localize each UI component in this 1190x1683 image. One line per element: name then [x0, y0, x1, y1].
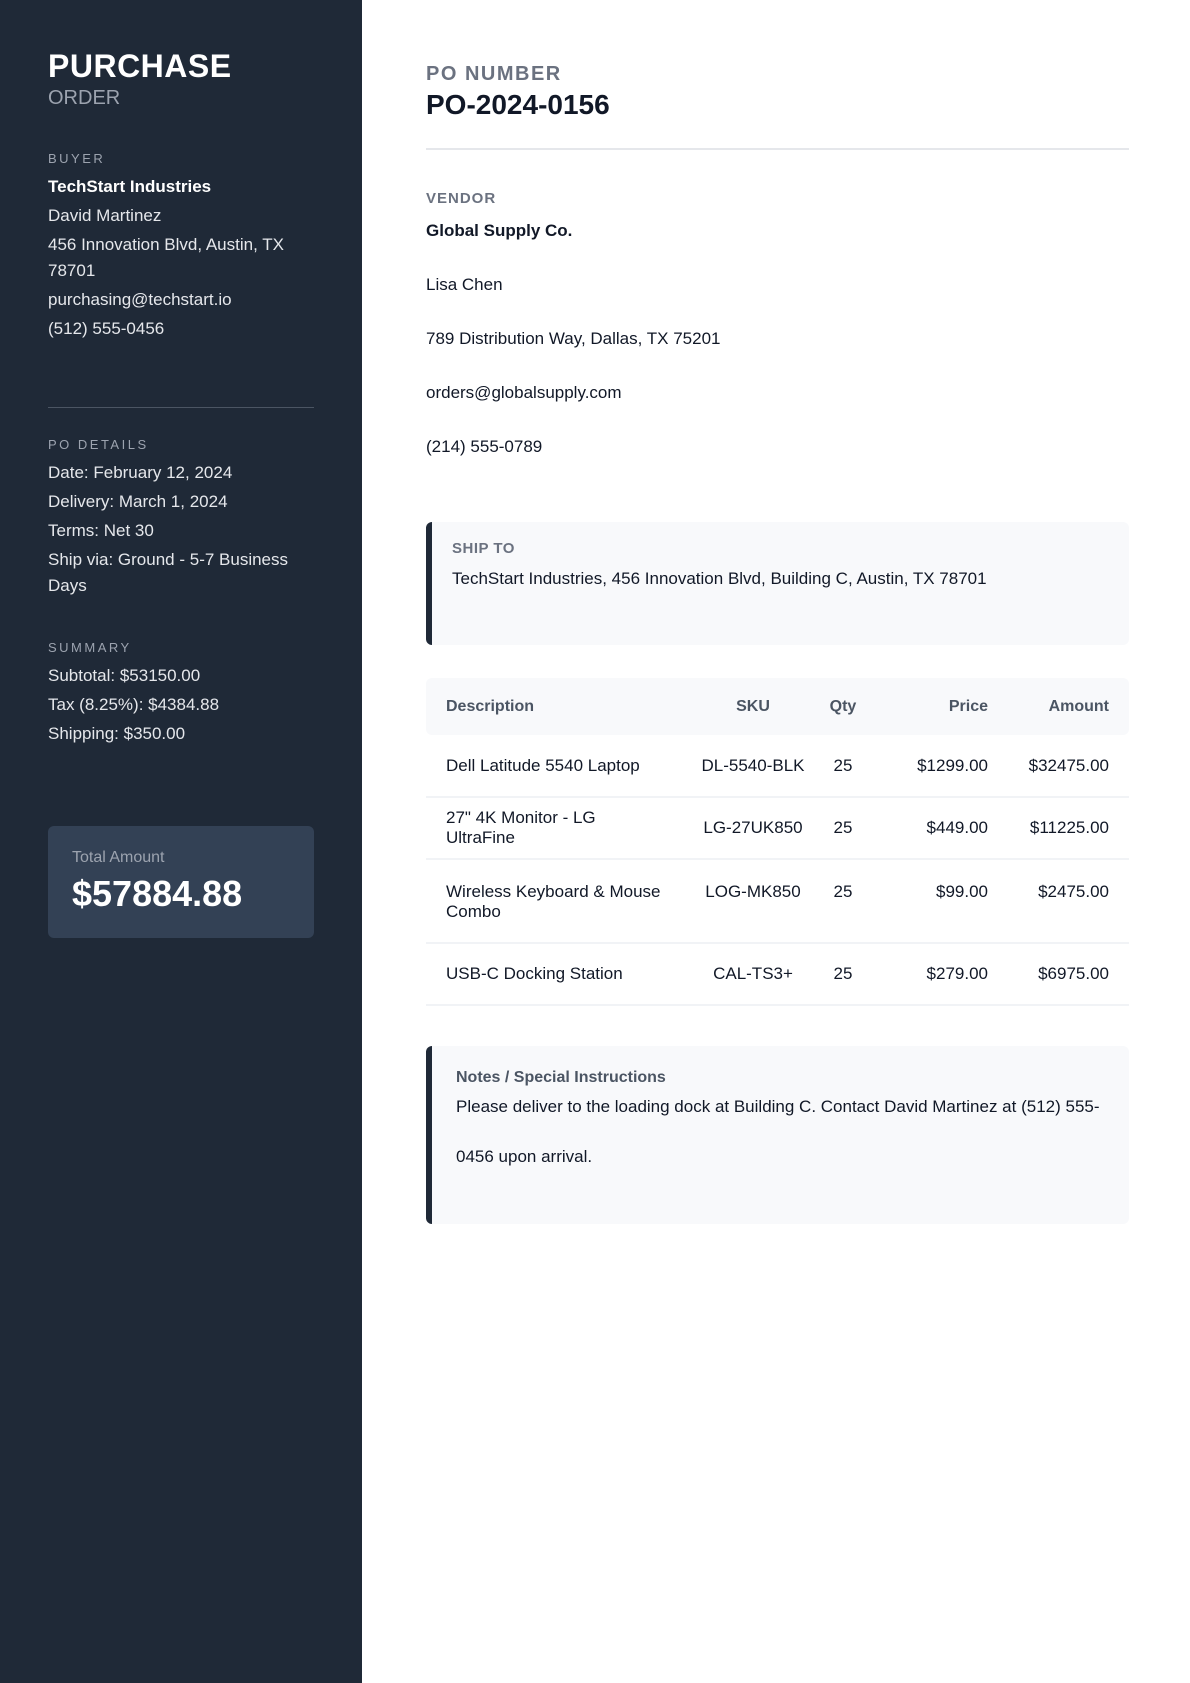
summary-label: SUMMARY [48, 640, 132, 655]
main-content [362, 0, 1190, 1683]
total-amount-card [48, 826, 314, 938]
po-number: PO-2024-0156 [426, 89, 610, 120]
po-details-section [48, 437, 314, 599]
summary-subtotal: Subtotal: $53150.00 [48, 666, 201, 685]
cell-amount: $32475.00 [1008, 735, 1129, 797]
cell-sku: LG-27UK850 [688, 797, 818, 859]
notes-panel [426, 1046, 1129, 1224]
buyer-phone: (512) 555-0456 [48, 319, 165, 338]
po-delivery: Delivery: March 1, 2024 [48, 492, 228, 511]
sidebar-divider [48, 407, 314, 408]
table-row [426, 859, 1129, 943]
ship-to-panel [426, 522, 1129, 645]
header-amount: Amount [1048, 697, 1109, 715]
buyer-label: BUYER [48, 151, 106, 166]
cell-price: $1299.00 [868, 735, 1008, 797]
vendor-label: VENDOR [426, 190, 497, 207]
ship-to-address: TechStart Industries, 456 Innovation Blvd, Building C, Austin, TX 78701 [452, 569, 987, 588]
cell-description: Dell Latitude 5540 Laptop [426, 735, 688, 797]
header-price: Price [948, 697, 988, 715]
vendor-section [426, 190, 1129, 458]
cell-qty: 25 [818, 943, 868, 1005]
total-value: $57884.88 [72, 873, 243, 914]
buyer-contact: David Martinez [48, 206, 162, 225]
buyer-address: 456 Innovation Blvd, Austin, TX 78701 [48, 235, 284, 280]
vendor-email: orders@globalsupply.com [426, 383, 622, 402]
notes-text: Please deliver to the loading dock at Building C. Contact David Martinez at (512) 555-0456 upon arrival. [456, 1097, 1100, 1166]
summary-tax: Tax (8.25%): $4384.88 [48, 695, 220, 714]
notes-label: Notes / Special Instructions [456, 1069, 666, 1086]
po-date: Date: February 12, 2024 [48, 463, 233, 482]
cell-sku: CAL-TS3+ [688, 943, 818, 1005]
table-row [426, 943, 1129, 1005]
cell-qty: 25 [818, 797, 868, 859]
header-divider [426, 148, 1129, 150]
cell-qty: 25 [818, 859, 868, 943]
po-details-label: PO DETAILS [48, 437, 149, 452]
vendor-phone: (214) 555-0789 [426, 437, 543, 456]
buyer-email: purchasing@techstart.io [48, 290, 232, 309]
total-label: Total Amount [72, 849, 165, 866]
po-number-label: PO NUMBER [426, 63, 562, 85]
vendor-contact: Lisa Chen [426, 275, 503, 294]
sidebar [0, 0, 362, 1683]
po-terms: Terms: Net 30 [48, 521, 154, 540]
table-row [426, 735, 1129, 797]
buyer-company: TechStart Industries [48, 177, 212, 196]
table-row [426, 797, 1129, 859]
cell-description: USB-C Docking Station [426, 943, 688, 1005]
cell-sku: LOG-MK850 [688, 859, 818, 943]
vendor-name: Global Supply Co. [426, 221, 573, 240]
header-qty: Qty [829, 697, 857, 715]
cell-amount: $2475.00 [1008, 859, 1129, 943]
po-ship-via: Ship via: Ground - 5-7 Business Days [48, 550, 289, 595]
cell-description: Wireless Keyboard & Mouse Combo [426, 859, 688, 943]
cell-description: 27" 4K Monitor - LG UltraFine [426, 797, 688, 859]
ship-to-label: SHIP TO [452, 540, 515, 557]
header-sku: SKU [736, 697, 770, 715]
cell-amount: $11225.00 [1008, 797, 1129, 859]
document-subtitle: ORDER [48, 87, 121, 109]
line-items-table [426, 678, 1129, 1006]
summary-section [48, 640, 314, 747]
document-title: PURCHASE [48, 48, 232, 84]
cell-price: $99.00 [868, 859, 1008, 943]
buyer-section [48, 151, 314, 342]
cell-qty: 25 [818, 735, 868, 797]
table-header-row [426, 678, 1129, 735]
cell-sku: DL-5540-BLK [688, 735, 818, 797]
summary-shipping: Shipping: $350.00 [48, 724, 186, 743]
cell-amount: $6975.00 [1008, 943, 1129, 1005]
header-description: Description [446, 697, 535, 715]
vendor-address: 789 Distribution Way, Dallas, TX 75201 [426, 329, 721, 348]
cell-price: $449.00 [868, 797, 1008, 859]
cell-price: $279.00 [868, 943, 1008, 1005]
